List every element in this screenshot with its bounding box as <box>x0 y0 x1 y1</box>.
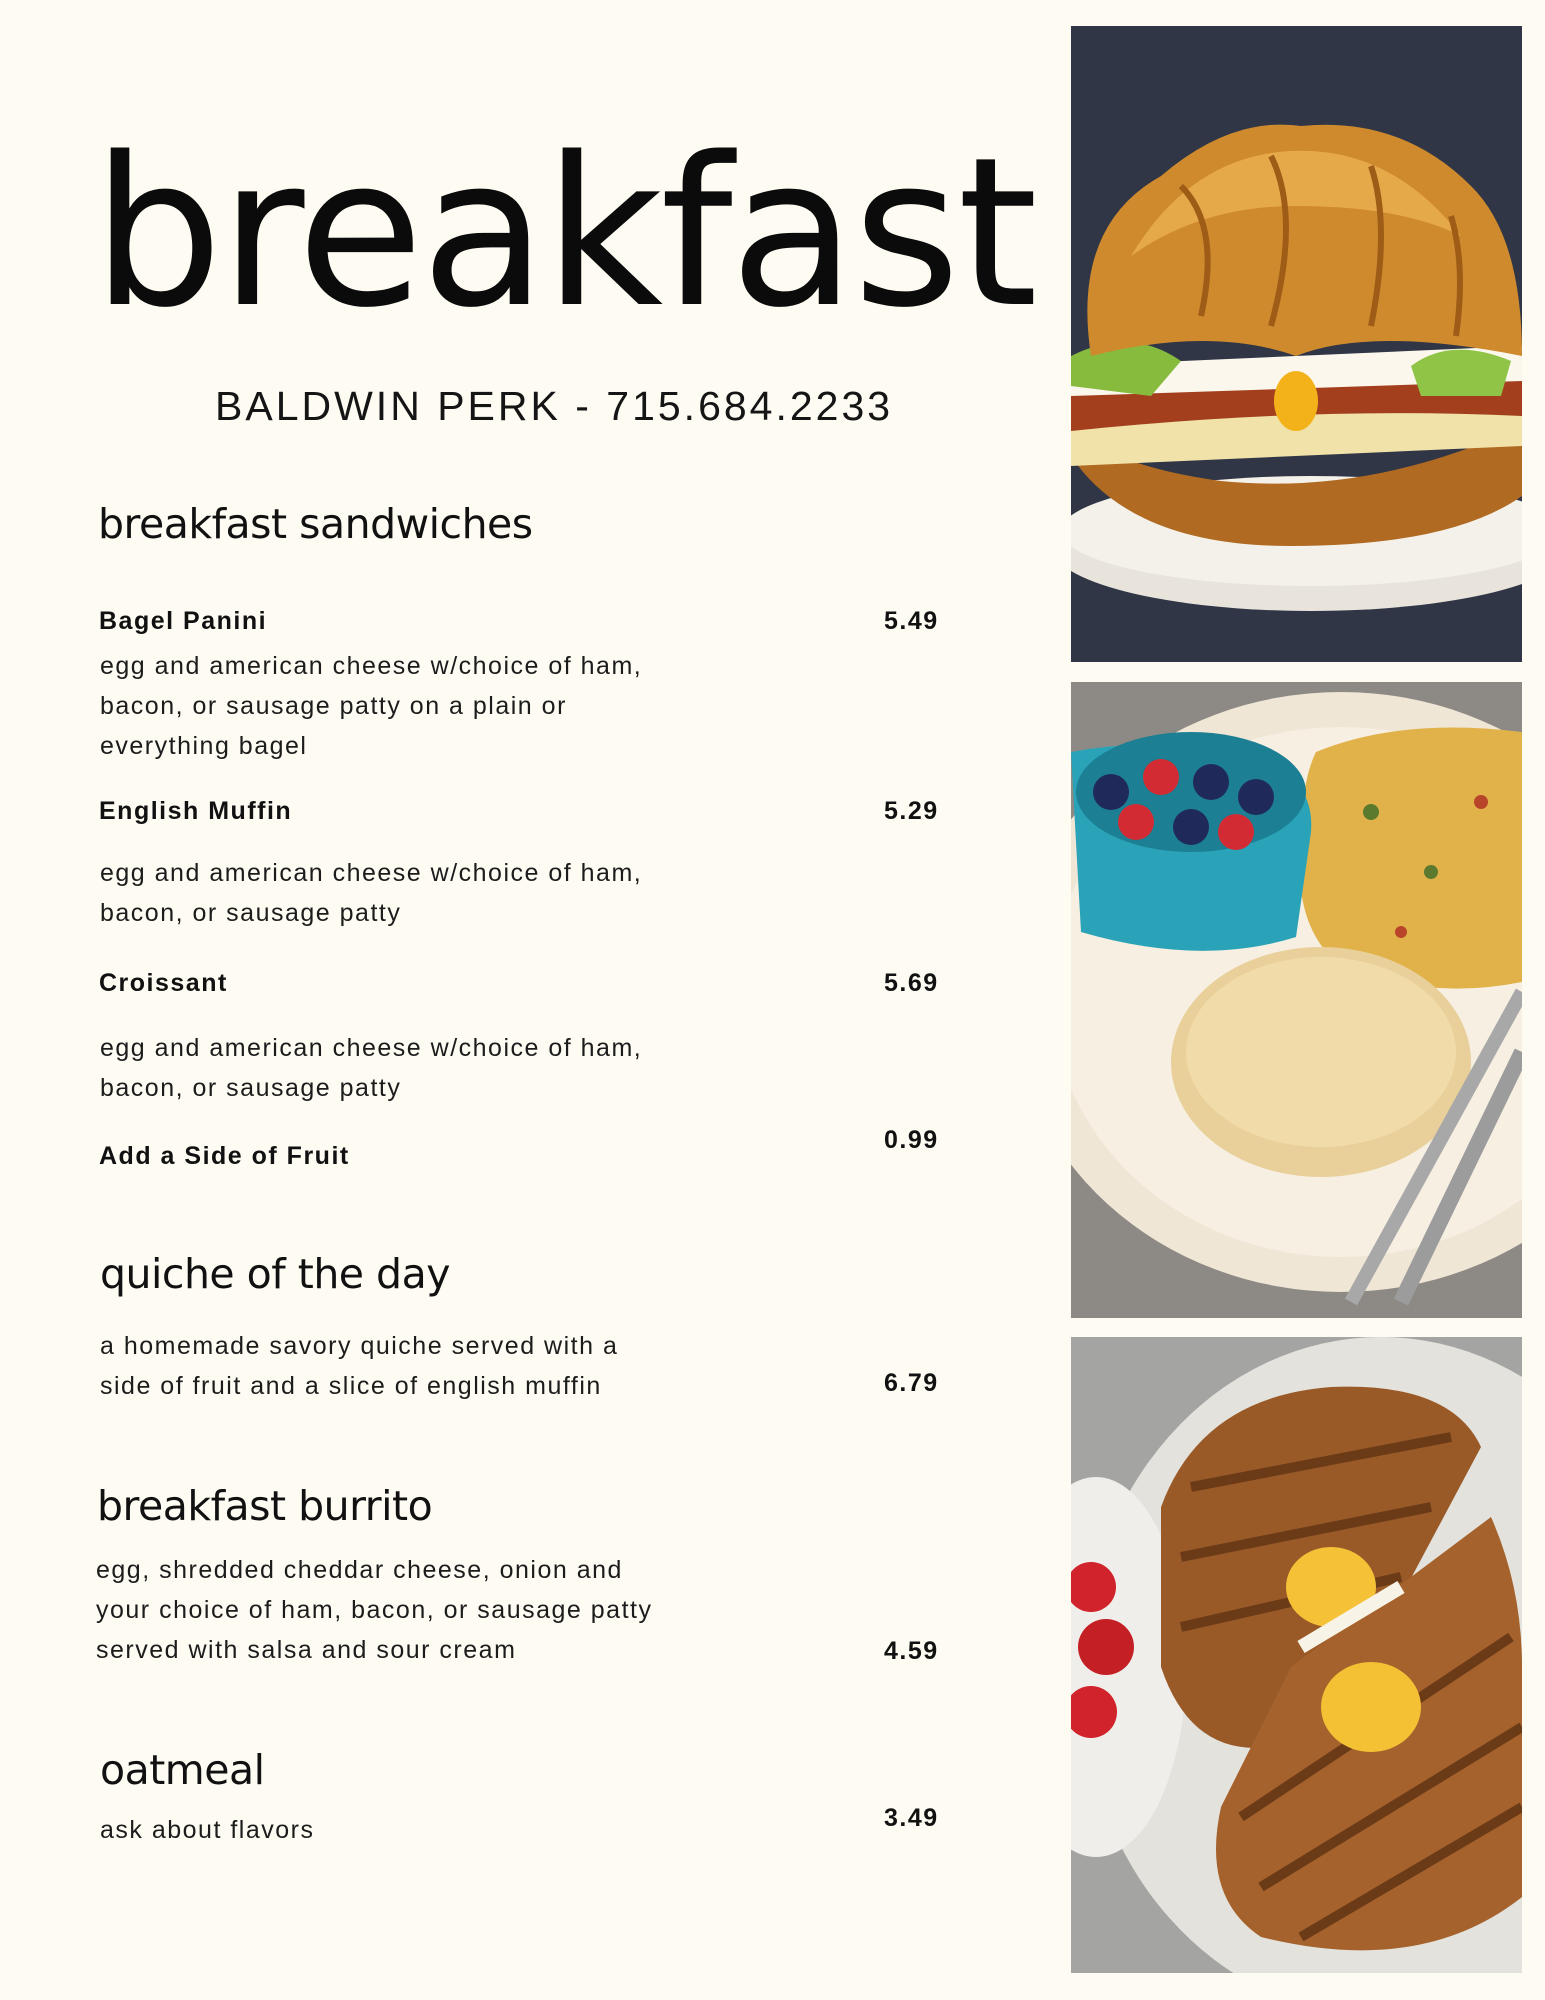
item-price-bagel-panini: 5.49 <box>884 607 939 635</box>
desc-line: bacon, or sausage patty on a plain or <box>100 692 567 720</box>
section-heading-burrito: breakfast burrito <box>97 1482 433 1530</box>
desc-line: egg, shredded cheddar cheese, onion and <box>96 1556 623 1584</box>
desc-line: a homemade savory quiche served with a <box>100 1332 619 1360</box>
cafe-name-phone: BALDWIN PERK - 715.684.2233 <box>215 383 894 429</box>
page-title: breakfast <box>92 113 1036 353</box>
section-heading-quiche: quiche of the day <box>100 1250 450 1298</box>
item-desc-burrito <box>96 1550 652 1670</box>
item-desc-bagel-panini <box>100 646 642 766</box>
item-name-croissant: Croissant <box>99 969 228 997</box>
desc-line: bacon, or sausage patty <box>100 1074 402 1102</box>
item-name-side-of-fruit: Add a Side of Fruit <box>99 1142 350 1170</box>
item-price-side-of-fruit: 0.99 <box>884 1126 939 1154</box>
item-price-oatmeal: 3.49 <box>884 1804 939 1832</box>
item-price-quiche: 6.79 <box>884 1369 939 1397</box>
desc-line: egg and american cheese w/choice of ham, <box>100 652 643 680</box>
desc-line: egg and american cheese w/choice of ham, <box>100 859 643 887</box>
photo-quiche-plate <box>1071 682 1522 1318</box>
item-desc-english-muffin <box>100 853 642 933</box>
desc-line: everything bagel <box>100 732 308 760</box>
photo-croissant-sandwich <box>1071 26 1522 662</box>
item-desc-quiche <box>100 1326 618 1406</box>
desc-line: your choice of ham, bacon, or sausage patty <box>96 1596 653 1624</box>
desc-line: egg and american cheese w/choice of ham, <box>100 1034 643 1062</box>
desc-line: bacon, or sausage patty <box>100 899 402 927</box>
item-price-english-muffin: 5.29 <box>884 797 939 825</box>
item-price-burrito: 4.59 <box>884 1637 939 1665</box>
desc-line: side of fruit and a slice of english muffin <box>100 1372 602 1400</box>
section-heading-sandwiches: breakfast sandwiches <box>98 500 533 548</box>
desc-line: served with salsa and sour cream <box>96 1636 517 1664</box>
item-desc-oatmeal <box>100 1810 315 1850</box>
desc-line: ask about flavors <box>100 1816 315 1844</box>
photo-bagel-panini <box>1071 1337 1522 1973</box>
item-name-bagel-panini: Bagel Panini <box>99 607 268 635</box>
section-heading-oatmeal: oatmeal <box>100 1746 265 1794</box>
item-price-croissant: 5.69 <box>884 969 939 997</box>
item-desc-croissant <box>100 1028 642 1108</box>
item-name-english-muffin: English Muffin <box>99 797 293 825</box>
